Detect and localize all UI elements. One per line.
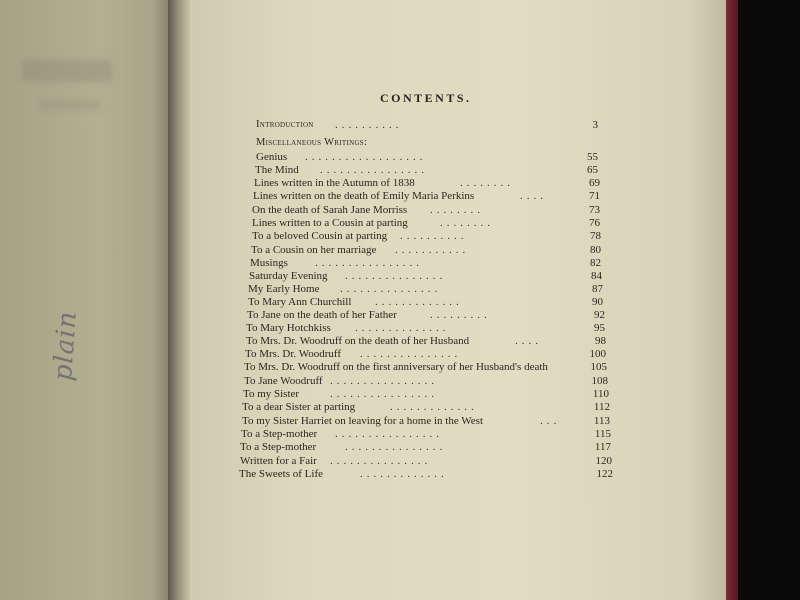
pencil-annotation: plain [48,309,83,383]
entry-title: Lines written to a Cousin at parting [252,217,408,229]
dot-leader: ............. [375,296,463,308]
dot-leader: ............. [390,401,478,413]
entry-title: To a Step-mother [241,428,318,440]
entry-title: The Sweets of Life [239,468,323,480]
dot-leader: ........ [460,177,514,189]
section-label: Miscellaneous Writings: [256,137,368,148]
dot-leader: .... [515,335,542,347]
book-cover-edge [726,0,738,600]
dot-leader: ........ [440,217,494,229]
entry-page-number: 95 [594,322,605,334]
entry-page-number: 90 [592,296,603,308]
dot-leader: ................ [330,375,438,387]
entry-page-number: 80 [590,244,601,256]
entry-page-number: 113 [593,415,610,427]
entry-title: The Mind [255,164,299,176]
entry-page-number: 78 [590,230,601,242]
entry-title: To Mrs. Dr. Woodruff on the death of her Husband [246,335,470,347]
entry-title: Lines written in the Autumn of 1838 [254,177,415,189]
dot-leader: ................ [315,257,423,269]
entry-page-number: 122 [596,468,613,480]
dot-leader: ................ [330,388,438,400]
dot-leader: .......... [400,230,468,242]
entry-title: To a beloved Cousin at parting [252,230,388,242]
entry-page-number: 82 [590,257,601,269]
entry-title: To Jane Woodruff [244,375,323,387]
entry-title: Lines written on the death of Emily Maria Perkins [253,190,475,202]
page-title: CONTENTS. [380,91,472,105]
entry-title: To Mrs. Dr. Woodruff on the first anniversary of her Husband's death [244,361,548,373]
dot-leader: ........ [430,204,484,216]
left-page [0,0,180,600]
dot-leader: ............... [360,348,462,360]
entry-title: To Mary Hotchkiss [246,322,331,334]
dot-leader: ................ [320,164,428,176]
entry-title: To a Step-mother [240,441,317,453]
dot-leader: .......... [335,119,403,131]
entry-page-number: 73 [589,204,600,216]
entry-page-number: 69 [589,177,600,189]
entry-page-number: 76 [589,217,600,229]
entry-page-number: 92 [594,309,605,321]
entry-title: To a dear Sister at parting [242,401,356,413]
entry-title: To my Sister [243,388,300,400]
entry-page-number: 84 [591,270,602,282]
entry-page-number: 110 [592,388,609,400]
entry-title: Saturday Evening [249,270,328,282]
dot-leader: ............. [360,468,448,480]
entry-title: To my Sister Harriet on leaving for a home in the West [242,415,484,427]
dot-leader: ........... [395,244,470,256]
entry-title: Musings [250,257,288,269]
dot-leader: ............... [330,455,432,467]
entry-title: Genius [256,151,288,163]
entry-title: Introduction [256,119,314,130]
entry-title: My Early Home [248,283,320,295]
entry-page-number: 108 [591,375,608,387]
dot-leader: ............... [345,270,447,282]
book-gutter [168,0,190,600]
entry-page-number: 112 [593,401,610,413]
dot-leader: .................. [305,151,427,163]
dot-leader: ................ [335,428,443,440]
entry-page-number: 3 [592,119,598,131]
entry-page-number: 115 [594,428,611,440]
entry-title: Written for a Fair [240,455,317,467]
entry-title: To Jane on the death of her Father [247,309,397,321]
dot-leader: .............. [355,322,450,334]
dot-leader: .... [520,190,547,202]
entry-page-number: 117 [594,441,611,453]
entry-page-number: 98 [595,335,606,347]
dot-leader: ... [540,415,561,427]
entry-page-number: 100 [589,348,606,360]
entry-page-number: 55 [587,151,598,163]
dot-leader: ............... [340,283,442,295]
entry-title: On the death of Sarah Jane Morriss [252,204,408,216]
entry-page-number: 71 [589,190,600,202]
entry-title: To Mrs. Dr. Woodruff [245,348,342,360]
bleed-through-text [40,100,100,110]
bleed-through-text [22,60,112,82]
entry-title: To a Cousin on her marriage [251,244,377,256]
entry-page-number: 120 [595,455,612,467]
entry-title: To Mary Ann Churchill [248,296,352,308]
entry-page-number: 105 [590,361,607,373]
dot-leader: ............... [345,441,447,453]
dot-leader: ......... [430,309,491,321]
entry-page-number: 87 [592,283,603,295]
entry-page-number: 65 [587,164,598,176]
